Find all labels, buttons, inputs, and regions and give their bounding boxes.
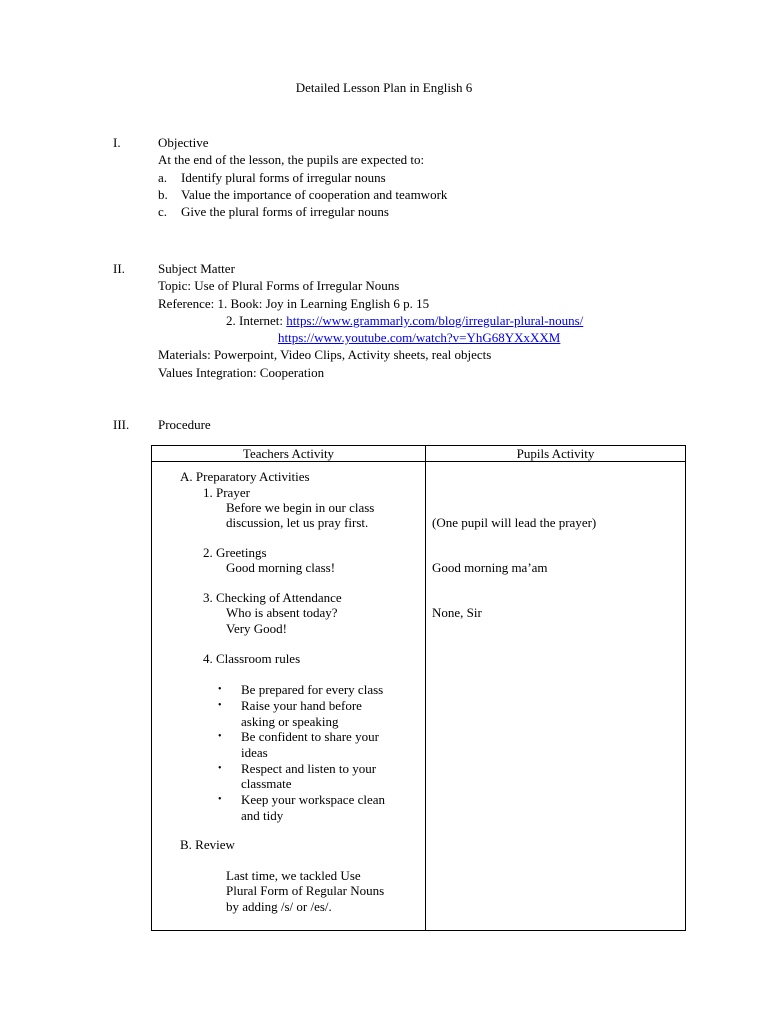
section-number-objective: I. xyxy=(113,135,121,150)
rule-2-line-1: Raise your hand before xyxy=(241,698,362,713)
rule-5-line-1: Keep your workspace clean xyxy=(241,792,386,807)
internet-label: 2. Internet: xyxy=(226,313,287,328)
table-header-row xyxy=(152,446,686,462)
objective-item-c: Give the plural forms of irregular nouns xyxy=(181,204,389,219)
review-heading: B. Review xyxy=(180,837,235,852)
classroom-rules-heading: 4. Classroom rules xyxy=(203,651,301,666)
teacher-activity-cell xyxy=(152,462,426,931)
rule-3-line-1: Be confident to share your xyxy=(241,729,379,744)
review-text-1: Last time, we tackled Use xyxy=(226,868,361,883)
bullet-icon: • xyxy=(218,684,222,695)
rule-3-line-2: ideas xyxy=(241,745,268,760)
objective-item-b: Value the importance of cooperation and teamwork xyxy=(181,187,448,202)
rule-4-line-1: Respect and listen to your xyxy=(241,761,377,776)
section-number-subject: II. xyxy=(113,261,125,276)
table-row xyxy=(152,462,686,931)
objective-letter-a: a. xyxy=(158,170,168,185)
pupil-activity-cell xyxy=(426,462,686,931)
subject-values: Values Integration: Cooperation xyxy=(158,365,325,380)
bullet-icon: • xyxy=(218,700,222,711)
subject-topic: Topic: Use of Plural Forms of Irregular Nouns xyxy=(158,278,400,293)
subject-materials: Materials: Powerpoint, Video Clips, Activity sheets, real objects xyxy=(158,347,492,362)
section-number-procedure: III. xyxy=(113,417,130,432)
rule-4-line-2: classmate xyxy=(241,776,292,791)
col-header-teacher: Teachers Activity xyxy=(152,446,426,462)
objective-intro: At the end of the lesson, the pupils are expected to: xyxy=(158,152,425,167)
prayer-heading: 1. Prayer xyxy=(203,485,250,500)
objective-letter-c: c. xyxy=(158,204,168,219)
review-text-3: by adding /s/ or /es/. xyxy=(226,899,332,914)
objective-letter-b: b. xyxy=(158,187,168,202)
attendance-text-1: Who is absent today? xyxy=(226,605,338,620)
pupil-response-prayer: (One pupil will lead the prayer) xyxy=(432,515,597,530)
bullet-icon: • xyxy=(218,794,222,805)
pupil-response-attendance: None, Sir xyxy=(432,605,482,620)
pupil-response-greeting: Good morning ma’am xyxy=(432,560,548,575)
section-heading-subject: Subject Matter xyxy=(158,261,235,276)
prayer-text-2: discussion, let us pray first. xyxy=(226,515,369,530)
bullet-icon: • xyxy=(218,731,222,742)
greetings-text: Good morning class! xyxy=(226,560,336,575)
rule-5-line-2: and tidy xyxy=(241,808,284,823)
procedure-table xyxy=(151,445,686,931)
col-header-pupil: Pupils Activity xyxy=(426,446,686,462)
grammarly-link[interactable]: https://www.grammarly.com/blog/irregular-plural-nouns/ xyxy=(286,313,584,328)
section-heading-procedure: Procedure xyxy=(158,417,211,432)
bullet-icon: • xyxy=(218,763,222,774)
rule-1: Be prepared for every class xyxy=(241,682,384,697)
attendance-text-2: Very Good! xyxy=(226,621,288,636)
page-title: Detailed Lesson Plan in English 6 xyxy=(295,80,473,95)
attendance-heading: 3. Checking of Attendance xyxy=(203,590,342,605)
youtube-line xyxy=(278,329,560,346)
subject-reference: Reference: 1. Book: Joy in Learning English 6 p. 15 xyxy=(158,296,430,311)
prep-activities-heading: A. Preparatory Activities xyxy=(180,469,310,484)
subject-internet-line xyxy=(226,312,583,329)
rule-2-line-2: asking or speaking xyxy=(241,714,339,729)
section-heading-objective: Objective xyxy=(158,135,209,150)
prayer-text-1: Before we begin in our class xyxy=(226,500,375,515)
objective-item-a: Identify plural forms of irregular nouns xyxy=(181,170,386,185)
youtube-link[interactable]: https://www.youtube.com/watch?v=YhG68YXxXXM xyxy=(278,330,561,345)
review-text-2: Plural Form of Regular Nouns xyxy=(226,883,385,898)
greetings-heading: 2. Greetings xyxy=(203,545,267,560)
